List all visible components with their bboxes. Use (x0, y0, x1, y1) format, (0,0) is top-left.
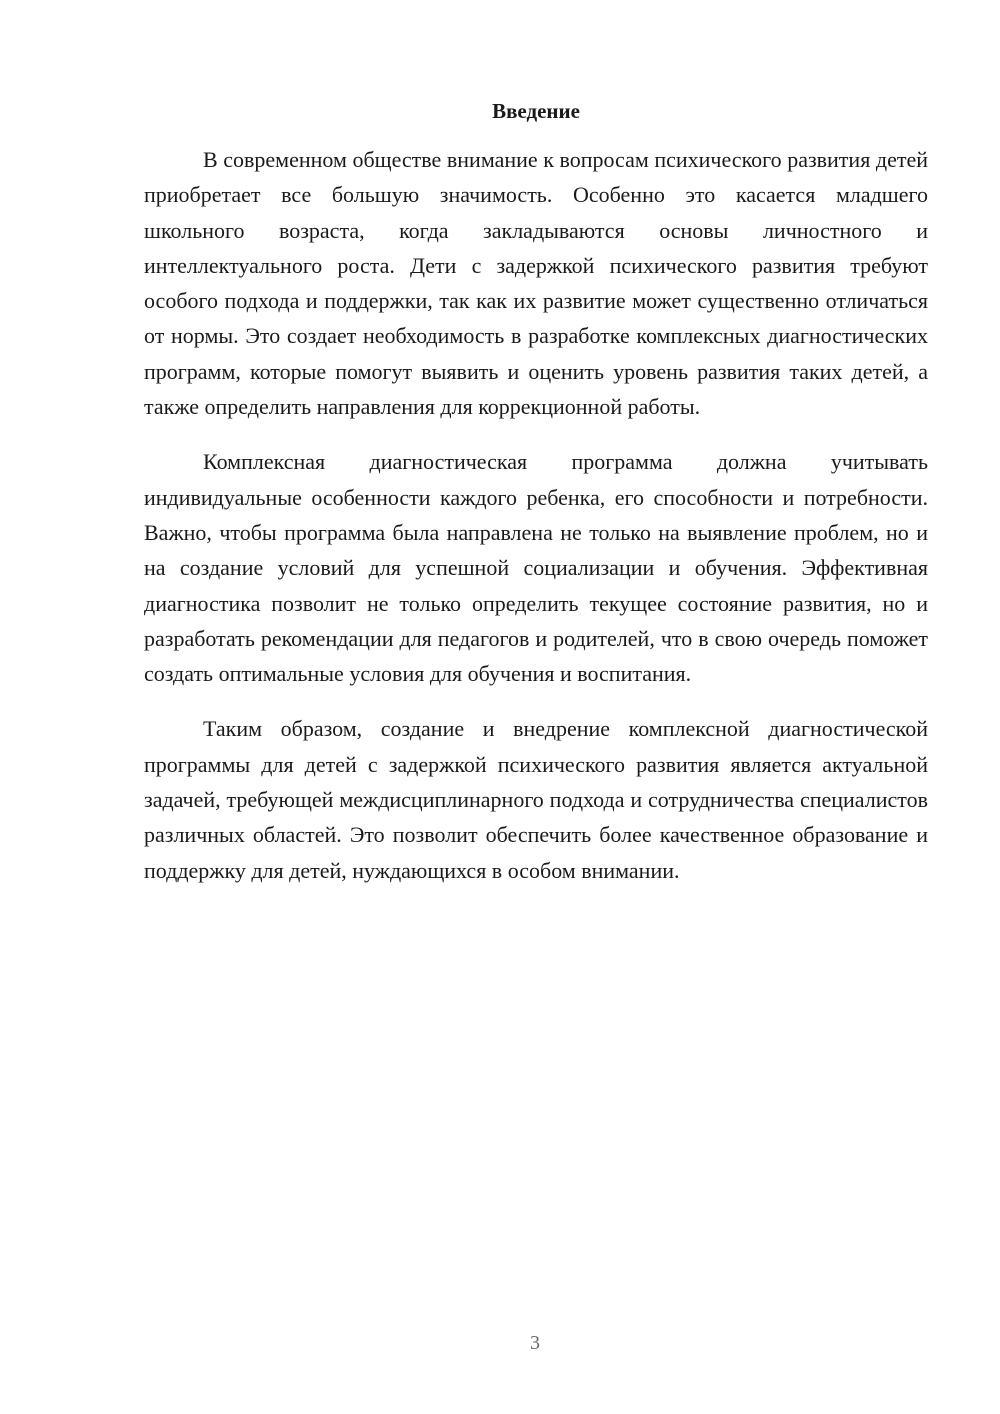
page-number: 3 (530, 1332, 540, 1354)
paragraph-3: Таким образом, создание и внедрение комплексной диагностической программы для детей с задержкой психического развития является актуальной задачей, требующей междисциплинарного подхода и сотрудничества специалистов различных областей. Это позволит обеспечить более качественное образование и поддержку для детей, нуждающихся в особом внимании. (144, 716, 928, 883)
paragraph-2: Комплексная диагностическая программа должна учитывать индивидуальные особенности каждого ребенка, его способности и потребности. Важно, чтобы программа была направлена не только на выявление проблем, но и на создание условий для успешной социализации и обучения. Эффективная диагностика позволит не только определить текущее состояние развития, но и разработать рекомендации для педагогов и родителей, что в свою очередь поможет создать оптимальные условия для обучения и воспитания. (144, 449, 928, 687)
paragraph-1: В современном обществе внимание к вопросам психического развития детей приобретает все большую значимость. Особенно это касается младшего школьного возраста, когда закладываются основы личностного и интеллектуального роста. Дети с задержкой психического развития требуют особого подхода и поддержки, так как их развитие может существенно отличаться от нормы. Это создает необходимость в разработке комплексных диагностических программ, которые помогут выявить и оценить уровень развития таких детей, а также определить направления для коррекционной работы. (144, 147, 928, 420)
body-text (144, 142, 928, 908)
section-title: Введение (492, 99, 580, 123)
